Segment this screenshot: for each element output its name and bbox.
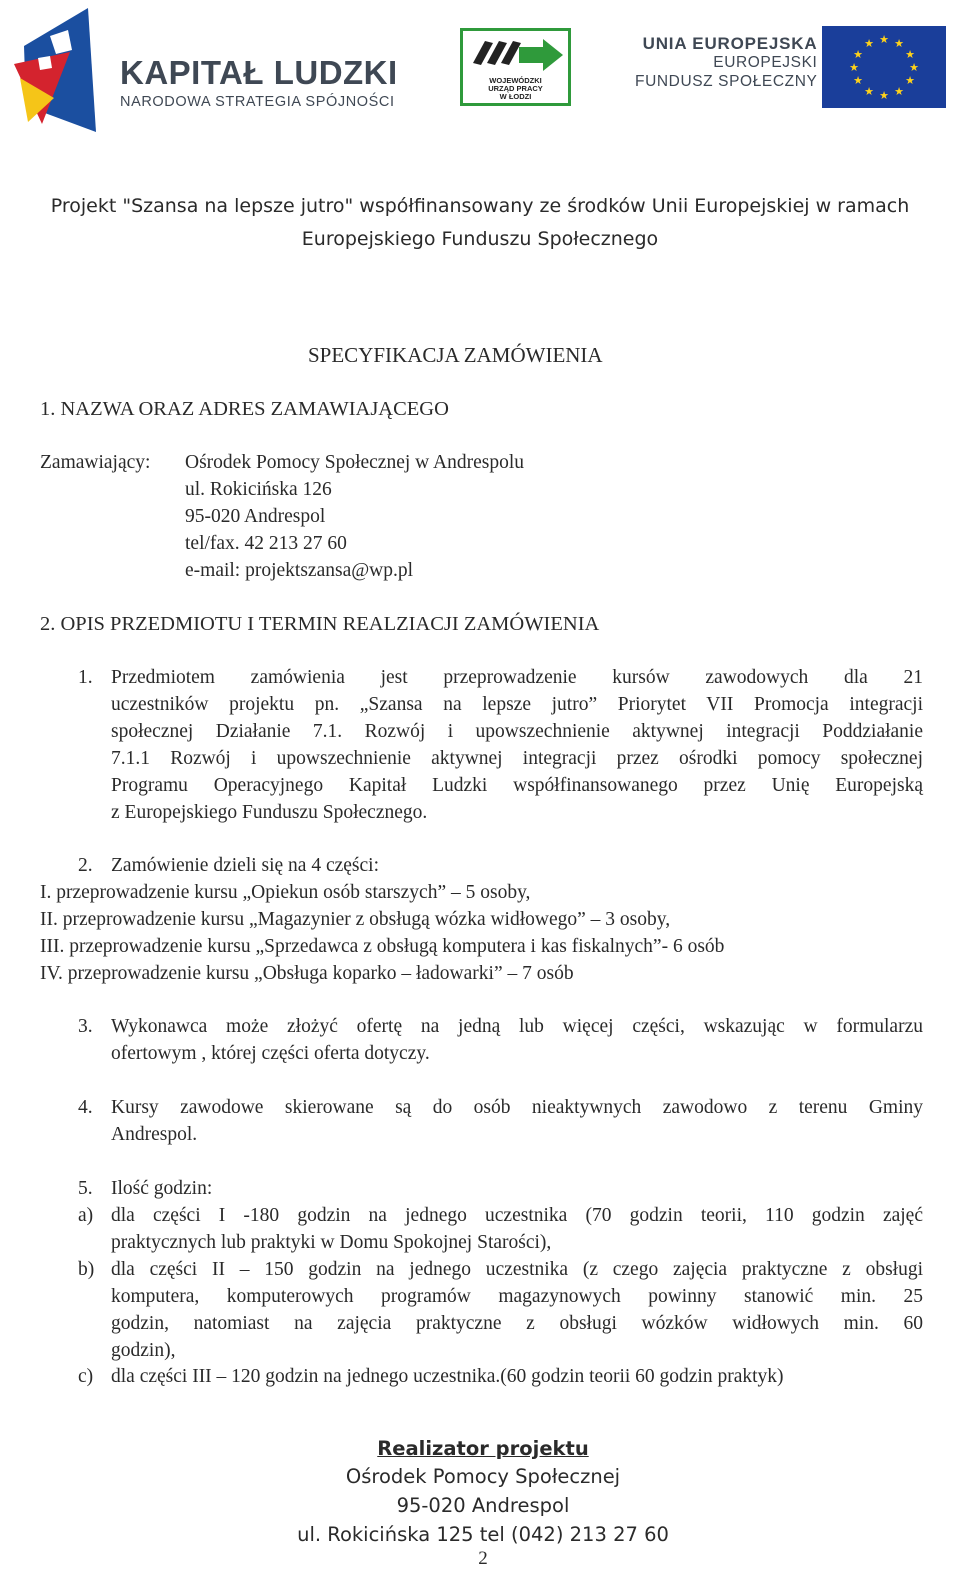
ue-line-2: EUROPEJSKI (713, 54, 818, 71)
eu-flag-icon (822, 26, 946, 108)
svg-text:★: ★ (894, 85, 904, 98)
contractor-postal: 95-020 Andrespol (185, 506, 326, 527)
subitem-b-line: godzin, natomiast na zajęcia praktyczne z obsługi wózków widłowych min. 60 (111, 1313, 923, 1334)
section-2-heading: 2. OPIS PRZEDMIOTU I TERMIN REALZIACJI ZAMÓWIENIA (40, 613, 600, 635)
footer-line-1: Ośrodek Pomocy Społecznej (345, 1465, 621, 1488)
svg-text:★: ★ (879, 33, 889, 46)
item-3-number: 3. (78, 1016, 93, 1037)
ue-title: UNIA EUROPEJSKA (642, 34, 818, 53)
part-3: III. przeprowadzenie kursu „Sprzedawca z obsługą komputera i kas fiskalnych”- 6 osób (40, 936, 725, 957)
svg-text:★: ★ (864, 37, 874, 50)
kapital-ludzki-logo (10, 6, 420, 132)
item-4-number: 4. (78, 1097, 93, 1118)
subitem-b-label: b) (78, 1259, 95, 1280)
project-info-line-2: Europejskiego Funduszu Społecznego (301, 228, 659, 250)
svg-text:★: ★ (853, 48, 863, 61)
contractor-name: Ośrodek Pomocy Społecznej w Andrespolu (185, 452, 525, 473)
svg-text:★: ★ (849, 61, 859, 74)
part-1: I. przeprowadzenie kursu „Opiekun osób starszych” – 5 osoby, (40, 882, 531, 903)
contractor-street: ul. Rokicińska 126 (185, 479, 332, 500)
section-1-heading: 1. NAZWA ORAZ ADRES ZAMAWIAJĄCEGO (40, 398, 449, 420)
svg-text:★: ★ (905, 48, 915, 61)
subitem-c-label: c) (78, 1366, 94, 1387)
document-title: SPECYFIKACJA ZAMÓWIENIA (308, 343, 603, 367)
item-3-line: ofertowym , której części oferta dotyczy. (111, 1043, 430, 1064)
item-1-line: z Europejskiego Funduszu Społecznego. (111, 802, 428, 823)
subitem-a-label: a) (78, 1205, 94, 1226)
item-1-line: Przedmiotem zamówienia jest przeprowadzenie kursów zawodowych dla 21 (111, 667, 923, 688)
kapital-ludzki-emblem-icon (10, 6, 110, 132)
wup-line-1: WOJEWÓDZKI (489, 76, 542, 85)
ue-line-3: FUNDUSZ SPOŁECZNY (635, 73, 818, 90)
subitem-b-line: komputera, komputerowych programów magazynowych powinny stanowić min. 25 (111, 1286, 923, 1307)
item-1-line: Programu Operacyjnego Kapitał Ludzki współfinansowanego przez Unię Europejską (111, 775, 923, 796)
wup-line-2: URZĄD PRACY (488, 84, 543, 93)
item-2-text: Zamówienie dzieli się na 4 części: (111, 855, 380, 876)
svg-text:★: ★ (894, 37, 904, 50)
kapital-ludzki-title: KAPITAŁ LUDZKI (120, 54, 398, 91)
item-5-number: 5. (78, 1178, 93, 1199)
subitem-b-line: dla części II – 150 godzin na jednego uczestnika (z czego zajęcia praktyczne z obsługi (111, 1259, 923, 1280)
item-1-line: społecznej Działanie 7.1. Rozwój i upowszechnienie aktywnej integracji Poddziałanie (111, 721, 923, 742)
svg-text:★: ★ (905, 74, 915, 87)
svg-text:★: ★ (864, 85, 874, 98)
item-2-number: 2. (78, 855, 93, 876)
item-3-line: Wykonawca może złożyć ofertę na jedną lub więcej części, wskazując w formularzu (111, 1016, 923, 1037)
project-info-line-1: Projekt "Szansa na lepsze jutro" współfinansowany ze środków Unii Europejskiej w ramach (50, 195, 910, 217)
wup-line-3: W ŁODZI (499, 92, 532, 101)
footer-line-2: 95-020 Andrespol (396, 1494, 570, 1517)
wup-arrow-icon (463, 33, 568, 77)
subitem-b-line: godzin), (111, 1340, 176, 1361)
item-1-line: 7.1.1 Rozwój i upowszechnienie aktywnej integracji przez ośrodki pomocy społecznej (111, 748, 923, 769)
item-5-text: Ilość godzin: (111, 1178, 213, 1199)
page-number: 2 (478, 1548, 488, 1569)
svg-text:★: ★ (909, 61, 919, 74)
footer-heading-text: Realizator projektu (377, 1437, 589, 1460)
wup-lodz-logo (460, 28, 571, 106)
contractor-label: Zamawiający: (40, 452, 151, 473)
item-4-line: Kursy zawodowe skierowane są do osób nieaktywnych zawodowo z terenu Gminy (111, 1097, 923, 1118)
svg-text:★: ★ (879, 89, 889, 102)
part-2: II. przeprowadzenie kursu „Magazynier z obsługą wózka widłowego” – 3 osoby, (40, 909, 671, 930)
subitem-a-line: dla części I -180 godzin na jednego uczestnika (70 godzin teorii, 110 godzin zajęć (111, 1205, 923, 1226)
item-1-number: 1. (78, 667, 93, 688)
kapital-ludzki-subtitle: NARODOWA STRATEGIA SPÓJNOŚCI (120, 94, 395, 110)
item-1-line: uczestników projektu pn. „Szansa na lepsze jutro” Priorytet VII Promocja integracji (111, 694, 923, 715)
footer-line-3: ul. Rokicińska 125 tel (042) 213 27 60 (297, 1523, 669, 1546)
svg-text:★: ★ (853, 74, 863, 87)
part-4: IV. przeprowadzenie kursu „Obsługa koparko – ładowarki” – 7 osób (40, 963, 574, 984)
ue-efs-text-logo (635, 34, 817, 91)
contractor-email: e-mail: projektszansa@wp.pl (185, 560, 414, 581)
subitem-c-text: dla części III – 120 godzin na jednego uczestnika.(60 godzin teorii 60 godzin praktyk) (111, 1366, 784, 1387)
footer-heading (0, 1437, 960, 1460)
item-4-line: Andrespol. (111, 1124, 198, 1145)
contractor-phone: tel/fax. 42 213 27 60 (185, 533, 347, 554)
subitem-a-line: praktycznych lub praktyki w Domu Spokojnej Starości), (111, 1232, 552, 1253)
